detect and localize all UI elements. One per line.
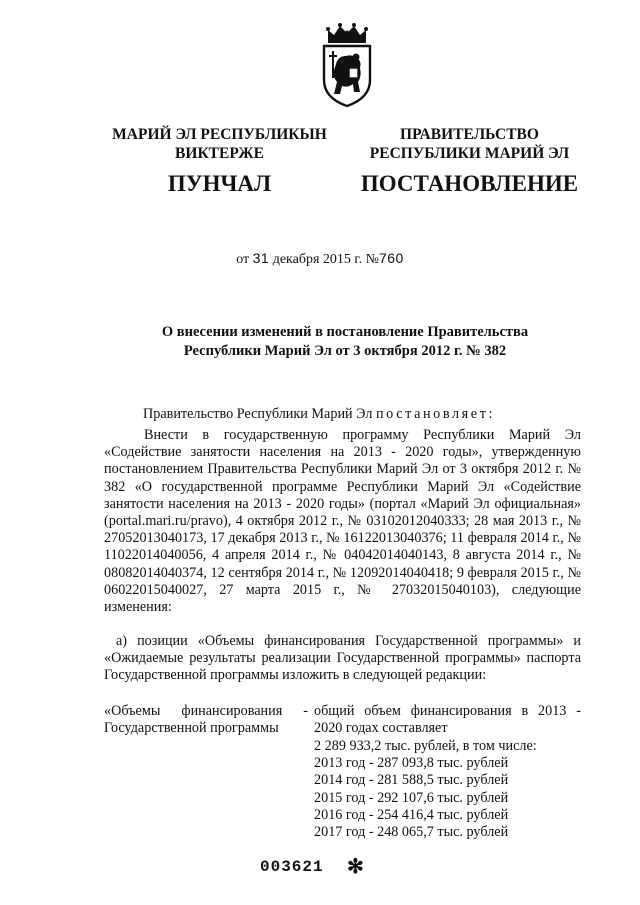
item-a-paragraph: а) позиции «Объемы финансирования Государственной программы» и «Ожидаемые результаты реализации Государственной программы» паспорта Государственной программы изложить в следующей редакции:	[104, 633, 581, 684]
header-right-line-1: ПРАВИТЕЛЬСТВО	[400, 126, 539, 143]
year-line-2014: 2014 год - 281 588,5 тыс. рублей	[314, 772, 509, 788]
year-line-2013: 2013 год - 287 093,8 тыс. рублей	[314, 755, 509, 771]
document-date-line	[0, 250, 640, 268]
header-left-title: ПУНЧАЛ	[167, 171, 272, 196]
coat-of-arms-emblem	[320, 22, 374, 108]
date-day: 31	[252, 250, 270, 266]
financing-total: 2 289 933,2 тыс. рублей, в том числе:	[314, 738, 537, 754]
table-right-intro: общий объем финансирования в 2013 - 2020 годах составляет	[314, 703, 581, 737]
asterisk-mark: ✻	[347, 856, 364, 878]
amendment-paragraph: Внести в государственную программу Республики Марий Эл «Содействие занятости населения на 2013 - 2020 годы», утвержденную постановлением Правительства Республики Марий Эл от 3 октября 2012 г. № 382 «О государственной программе Республики Марий Эл «Содействие занятости населения на 2013 - 2020 годы» (портал «Марий Эл официальная» (portal.mari.ru/pravo), 4 октября 2012 г., № 03102012040333; 28 мая 2013 г., № 27052013040173, 17 декабря 2013 г., № 16122013040376; 11 февраля 2014 г., № 11022014040056, 4 апреля 2014 г., № 04042014040143, 8 августа 2014 г., № 08082014040374, 12 сентября 2014 г., № 12092014040418; 9 февраля 2015 г., № 06022015040027, 27 марта 2015 г., № 27032015040103), следующие изменения:	[104, 427, 581, 616]
small-shield-icon	[349, 68, 358, 78]
document-number: 760	[378, 250, 404, 266]
serial-number: 003621	[260, 858, 324, 876]
date-prefix: от	[236, 252, 250, 267]
header-right-title: ПОСТАНОВЛЕНИЕ	[360, 171, 579, 196]
government-resolves-line	[143, 406, 495, 423]
table-left-cell: «Объемы финансирования - Государственной программы	[104, 703, 308, 737]
crown-icon	[326, 23, 368, 43]
date-rest: декабря 2015 г. №	[272, 252, 379, 267]
government-name: Правительство Республики Марий Эл	[143, 406, 373, 422]
title-line-2: Республики Марий Эл от 3 октября 2012 г. № 382	[183, 343, 507, 359]
title-line-1: О внесении изменений в постановление Правительства	[161, 324, 529, 340]
document-title	[90, 323, 600, 361]
resolves-verb: постановляет:	[375, 406, 496, 422]
year-line-2015: 2015 год - 292 107,6 тыс. рублей	[314, 790, 509, 806]
year-line-2017: 2017 год - 248 065,7 тыс. рублей	[314, 824, 509, 840]
header-left-line-2: ВИКТЕРЖЕ	[175, 145, 264, 162]
header-left-lines	[92, 125, 347, 163]
header-right-lines	[342, 125, 597, 163]
header-right-line-2: РЕСПУБЛИКИ МАРИЙ ЭЛ	[369, 145, 570, 162]
header-left-line-1: МАРИЙ ЭЛ РЕСПУБЛИКЫН	[112, 126, 327, 143]
year-line-2016: 2016 год - 254 416,4 тыс. рублей	[314, 807, 509, 823]
